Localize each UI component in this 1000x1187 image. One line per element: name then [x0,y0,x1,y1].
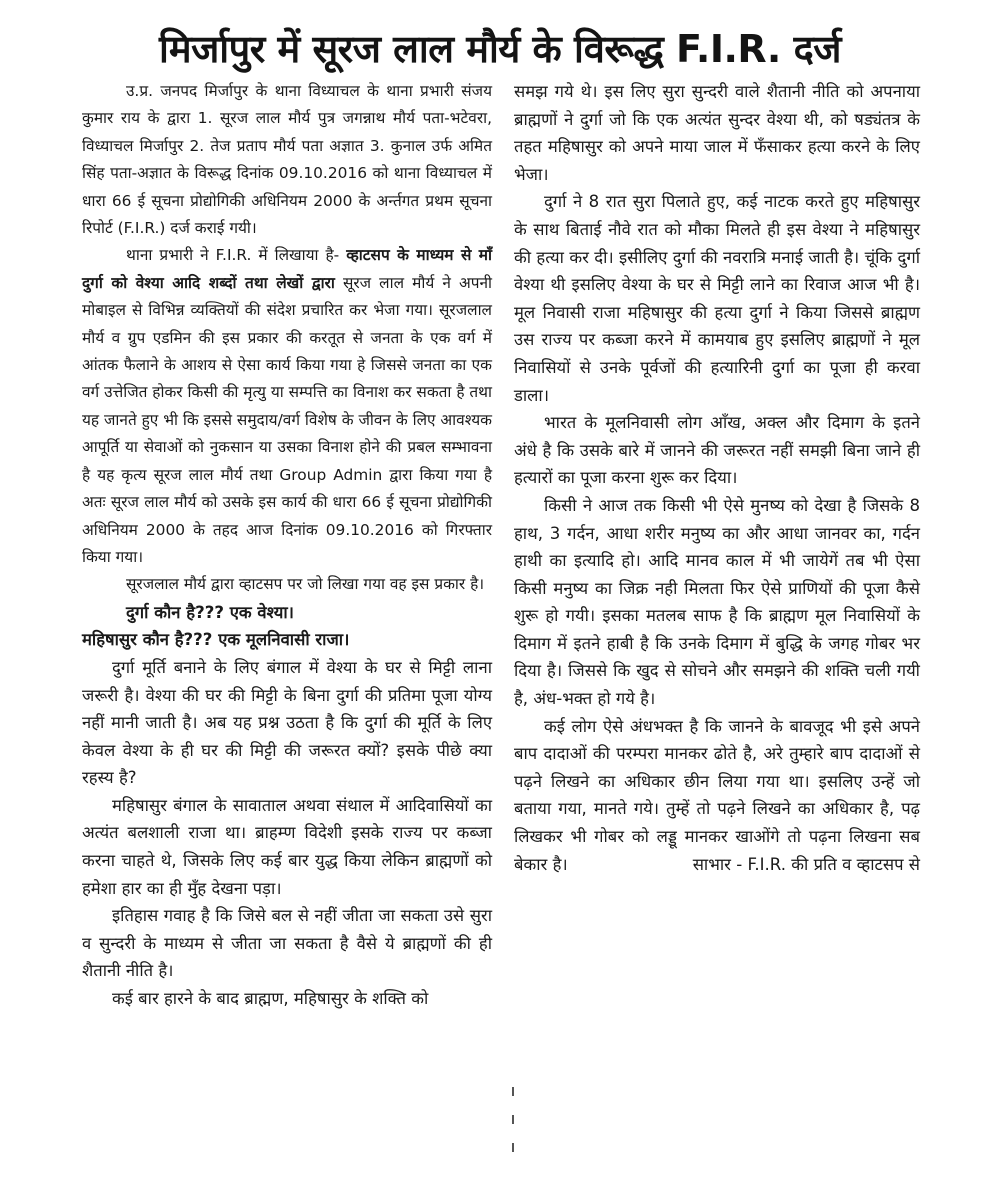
paragraph-intro: थाना प्रभारी ने F.I.R. में लिखाया है- [126,246,347,265]
column-edge-mark [512,1087,514,1096]
article-paragraph: दुर्गा मूर्ति बनाने के लिए बंगाल में वेश्या के घर से मिट्टी लाना जरूरी है। वेश्या की घर की मिट्टी के बिना दुर्गा की प्रतिमा पूजा योग्य नहीं मानी जाती है। अब यह प्रश्न उठता है कि दुर्गा की मूर्ति के लिए केवल वेश्या के ही घर की मिट्टी की जरूरत क्यों? इसके पीछे क्या रहस्य है? [82,657,492,788]
article-paragraph: इतिहास गवाह है कि जिसे बल से नहीं जीता जा सकता उसे सुरा व सुन्दरी के माध्यम से जीता जा सकता है वैसे ये ब्राह्मणों की ही शैतानी नीति है। [82,906,492,981]
article-paragraph: दुर्गा ने 8 रात सुरा पिलाते हुए, कई नाटक करते हुए महिषासुर के साथ बिताई नौवे रात को मौका मिलते ही इस वेश्या ने महिषासुर की हत्या कर दी। इसीलिए दुर्गा की नवरात्रि मनाई जाती है। चूंकि दुर्गा वेश्या थी इसलिए वेश्या के घर से मिट्टी लाने का रिवाज आज भी है। मूल निवासी राजा महिषासुर की हत्या दुर्गा ने किया जिससे ब्राह्मण उस राज्य पर कब्जा करने में कामयाब हुए इसलिए ब्राह्मणों ने मूल निवासियों से उनके पूर्वजों की हत्यारिनी दुर्गा का पूजा ही करवा डाला। [514,192,920,405]
paragraph-text: सूरज लाल मौर्य ने अपनी मोबाइल से विभिन्न व्यक्तियों की संदेश प्रचारित कर भेजा गया। सूरजलाल मौर्य व ग्रुप एडमिन की इस प्रकार की करतूत से जनता के एक वर्ग में आंतक फैलाने के आशय से ऐसा कार्य किया गया हे जिससे जनता का एक वर्ग उत्तेजित होकर किसी की मृत्यु या सम्पत्ति का विनाश कर सकता है तथा यह जानते हुए भी कि इससे समुदाय/वर्ग विशेष के जीवन के लिए आवश्यक आपूर्ति या सेवाओं को नुकसान या उसका विनाश होने की प्रबल सम्भावना है यह कृत्य सूरज लाल मौर्य तथा Group Admin द्वारा किया गया है अतः सूरज लाल मौर्य को उसके इस कार्य की धारा 66 ई सूचना प्रोद्योगिकी अधिनियम 2000 के तहद आज दिनांक 09.10.2016 को गिरफ्तार किया गया। [82,273,492,566]
article-paragraph: कई बार हारने के बाद ब्राह्मण, महिषासुर के शक्ति को [112,989,429,1009]
column-edge-mark [512,1115,514,1124]
article-paragraph: उ.प्र. जनपद मिर्जापुर के थाना विध्याचल के थाना प्रभारी संजय कुमार राय के द्वारा 1. सूरज लाल मौर्य पुत्र जगन्नाथ मौर्य पता-भटेवरा, विध्याचल मिर्जापुर 2. तेज प्रताप मौर्य पता अज्ञात 3. कुनाल उर्फ अमित सिंह पता-अज्ञात के विरूद्ध दिनांक 09.10.2016 को थाना विध्याचल में धारा 66 ई सूचना प्रोद्योगिकी अधिनियम 2000 के अर्न्तगत प्रथम सूचना रिपोर्ट (F.I.R.) दर्ज कराई गयी। [82,82,492,238]
article-paragraph: भारत के मूलनिवासी लोग आँख, अक्ल और दिमाग के इतने अंधे है कि उसके बारे में जानने की जरूरत नहीं समझी बिना जाने ही हत्यारों का पूजा करना शुरू कर दिया। [514,413,920,488]
right-column [514,78,920,878]
article-paragraph [82,242,492,571]
article-paragraph: किसी ने आज तक किसी भी ऐसे मुनष्य को देखा है जिसके 8 हाथ, 3 गर्दन, आधा शरीर मनुष्य का और आधा जानवर का, गर्दन हाथी का इत्यादि हो। आदि मानव काल में भी जायेगें तब भी ऐसा किसी मनुष्य का जिक्र नही मिलता फिर ऐसे प्राणियों की पूजा कैसे शुरू हो गयी। इसका मतलब साफ है कि ब्राह्मण मूल निवासियों के दिमाग में इतने हाबी है कि उनके दिमाग में बुद्धि के जगह गोबर भर दिया है। जिससे कि खुद से सोचने और समझने की शक्ति चली गयी है, अंध-भक्त हो गये है। [514,495,920,709]
question-answer: महिषासुर कौन है??? एक मूलनिवासी राजा। [82,630,350,650]
article-paragraph: कई लोग ऐसे अंधभक्त है कि जानने के बावजूद भी इसे अपने बाप दादाओं की परम्परा मानकर ढोते है, अरे तुम्हारे बाप दादाओं से पढ़ने लिखने का अधिकार छीन लिया गया था। इसलिए उन्हें जो बताया गया, मानते गये। तुम्हें तो पढ़ने लिखने का अधिकार है, पढ़ लिखकर भी गोबर को लड्डू मानकर खाओंगे तो पढ़ना लिखना सब बेकार है। [514,716,920,874]
article-paragraph: समझ गये थे। इस लिए सुरा सुन्दरी वाले शैतानी नीति को अपनाया ब्राह्मणों ने दुर्गा जो कि एक अत्यंत सुन्दर वेश्या थी, को षड्यंतत्र के तहत महिषासुर को अपने माया जाल में फँसाकर हत्या करने के लिए भेजा। [514,82,920,184]
credit-line [514,851,920,879]
article-paragraph: महिषासुर बंगाल के सावाताल अथवा संथाल में आदिवासियों का अत्यंत बलशाली राजा था। ब्राहम्ण विदेशी इसके राज्य पर कब्जा करना चाहते थे, जिसके लिए कई बार युद्ध किया लेकिन ब्राह्मणों को हमेशा हार का ही मुँह देखना पड़ा। [82,795,492,898]
left-column [82,78,492,1013]
bold-quote: व्हाटसप के माध्यम से माँ दुर्गा को वेश्या आदि शब्दों तथा लेखों द्वारा [82,246,493,292]
headline: मिर्जापुर में सूरज लाल मौर्य के विरूद्ध F.I.R. दर्ज [159,27,841,71]
column-edge-mark [512,1143,514,1152]
question-answer: दुर्गा कौन है??? एक वेश्या। [126,602,294,622]
source-credit: साभार - F.I.R. की प्रति व व्हाटसप से [692,854,920,874]
article-paragraph: सूरजलाल मौर्य द्वारा व्हाटसप पर जो लिखा गया वह इस प्रकार है। [126,575,485,594]
